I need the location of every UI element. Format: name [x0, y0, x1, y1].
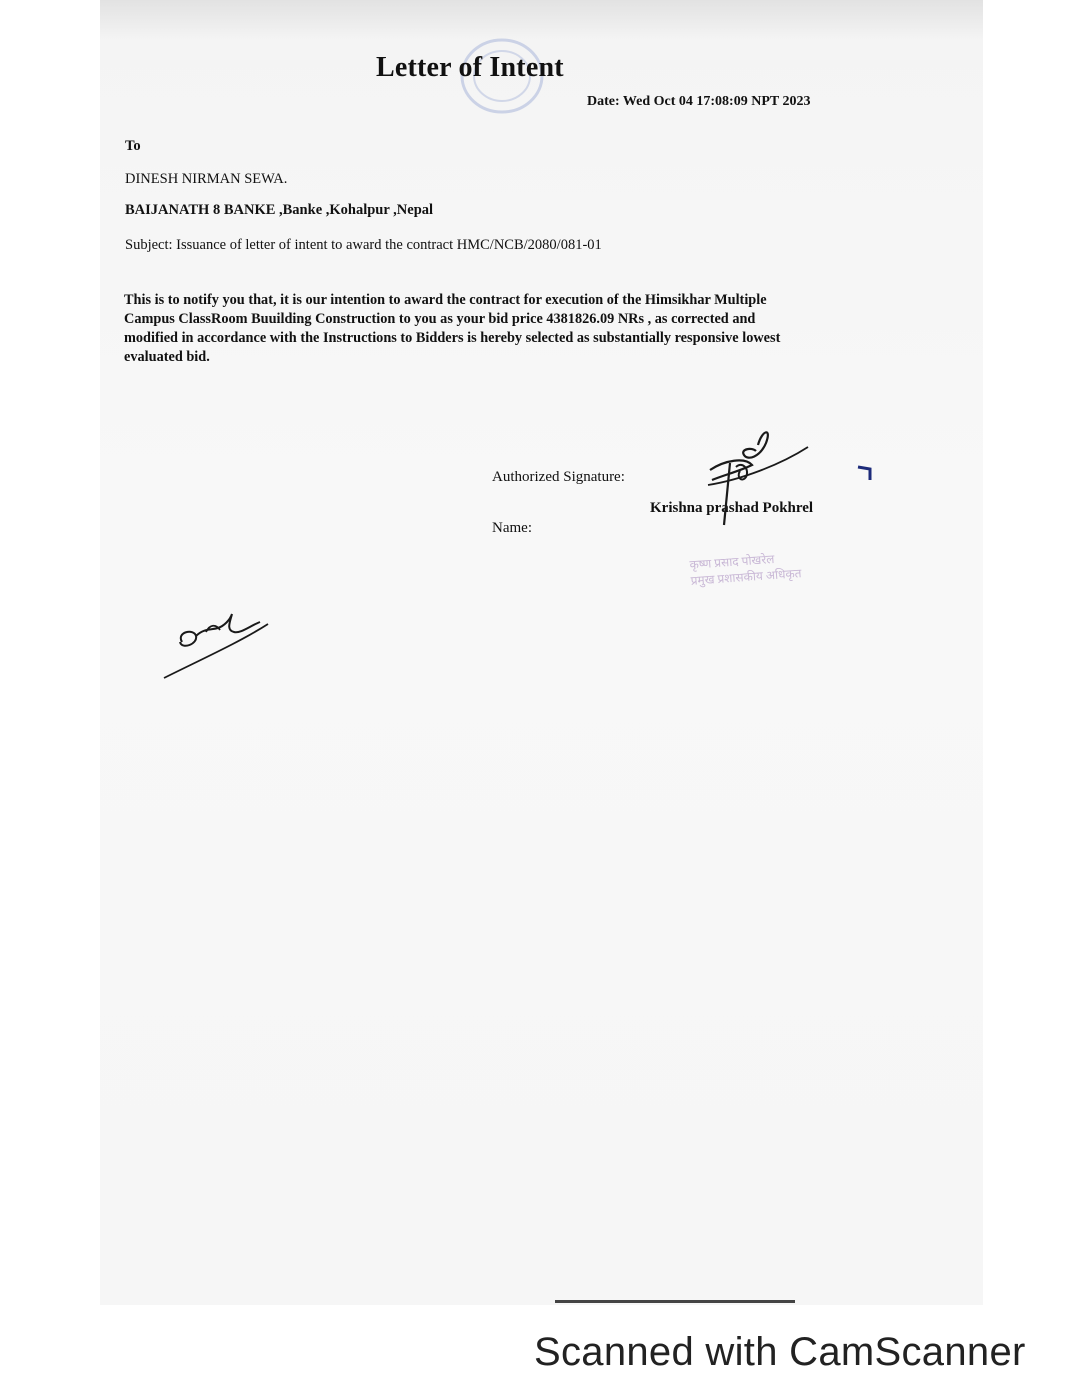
name-label: Name: [492, 520, 532, 536]
page-left-margin [0, 0, 100, 1305]
signer-name: Krishna prashad Pokhrel [650, 500, 814, 516]
seal-line: कृष्ण प्रसाद पोखरेल [689, 551, 775, 572]
body-line: evaluated bid. [124, 349, 210, 365]
authorized-signature [700, 425, 815, 530]
body-paragraph [124, 291, 824, 367]
page-top-shadow [98, 0, 983, 40]
signature-label: Authorized Signature: [492, 469, 625, 485]
letter-date: Date: Wed Oct 04 17:08:09 NPT 2023 [587, 94, 811, 109]
second-signature [160, 602, 275, 687]
scanner-watermark: Scanned with CamScanner [534, 1330, 1026, 1374]
recipient-address: BAIJANATH 8 BANKE ,Banke ,Kohalpur ,Nepal [125, 202, 434, 218]
body-line: This is to notify you that, it is our intention to award the contract for execution of the Himsikhar Multiple [124, 292, 767, 308]
document-title: Letter of Intent [376, 52, 564, 83]
page-bottom-edge [555, 1300, 795, 1303]
recipient-name: DINESH NIRMAN SEWA. [125, 171, 288, 187]
body-line: Campus ClassRoom Buuilding Construction to you as your bid price 4381826.09 NRs , as corrected and [124, 311, 756, 327]
to-label: To [125, 138, 141, 154]
subject-line: Subject: Issuance of letter of intent to award the contract HMC/NCB/2080/081-01 [125, 237, 602, 253]
body-line: modified in accordance with the Instructions to Bidders is hereby selected as substantially responsive lowest [124, 330, 781, 346]
ink-mark [856, 462, 876, 482]
seal-line: प्रमुख प्रशासकीय अधिकृत [690, 566, 802, 588]
